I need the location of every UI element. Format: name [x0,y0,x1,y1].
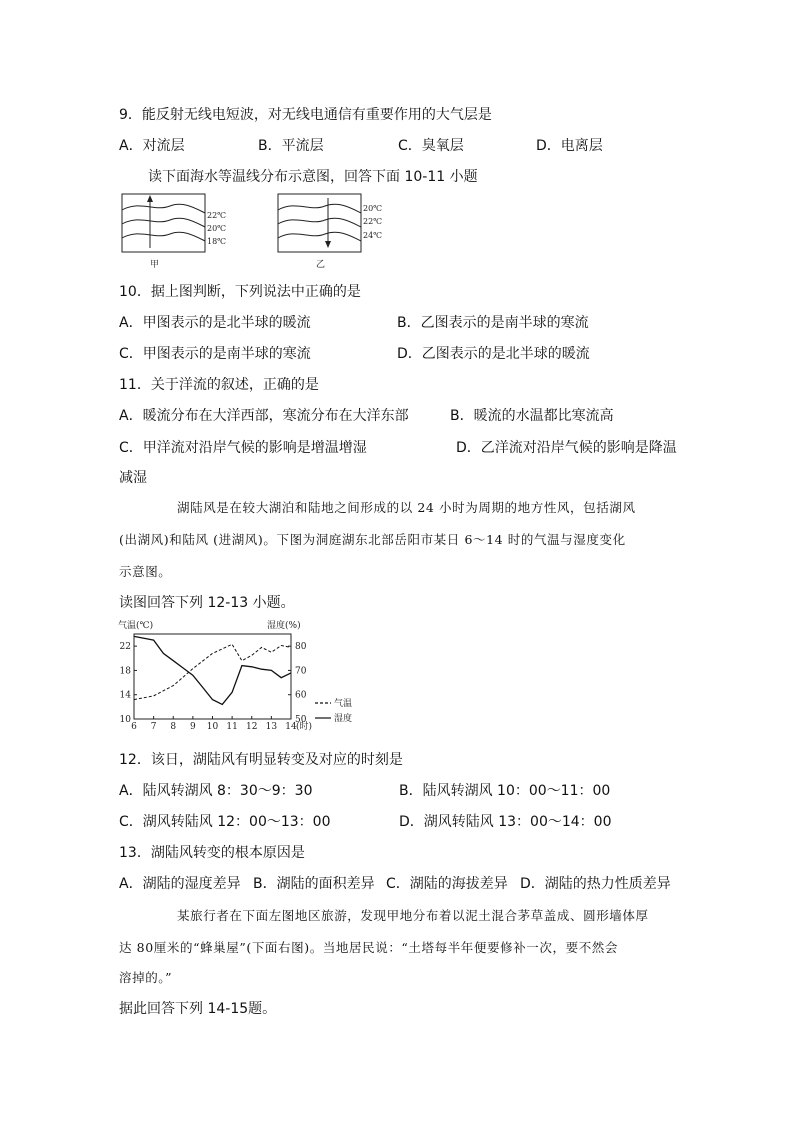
q9-stem: 9．能反射无线电短波，对无线电通信有重要作用的大气层是 [119,107,492,123]
yi-caption: 乙 [316,260,326,270]
yi-label-2: 22℃ [363,217,383,226]
intro-14-15-line-2: 达 80厘米的“蜂巢屋”(下面右图)。当地居民说：“土塔每半年便要修补一次，要不然会 [119,940,619,955]
intro-14-15-read: 据此回答下列 14-15题。 [119,1001,277,1017]
q11-stem: 11．关于洋流的叙述，正确的是 [119,377,319,393]
q9-option-b: B．平流层 [258,138,324,154]
chart-frame [134,634,291,719]
y-tick-label-left: 10 [119,715,131,725]
y-tick-label-left: 14 [119,690,131,701]
legend-label-temperature: 气温 [334,699,353,709]
q9-option-d: D．电离层 [536,138,603,154]
jia-label-1: 22℃ [207,211,227,220]
q10-option-a: A．甲图表示的是北半球的暖流 [119,315,311,331]
q10-option-d: D．乙图表示的是北半球的暖流 [397,346,590,362]
x-tick-label: 7 [150,722,157,732]
intro-14-15-line-1: 某旅行者在下面左图地区旅游，发现甲地分布着以泥土混合茅草盖成、圆形墙体厚 [177,908,649,923]
q10-stem: 10．据上图判断，下列说法中正确的是 [119,284,361,300]
y-axis-title-right: 湿度(%) [267,621,301,631]
x-tick-label: 10 [206,722,219,732]
x-axis-unit: (时) [296,722,313,732]
intro-12-13-line-2: (出湖风)和陆风 (进湖风)。下图为洞庭湖东北部岳阳市某日 6～14 时的气温与湿度变化 [119,532,626,547]
y-tick-label-right: 60 [295,690,307,701]
q13-option-c: C．湖陆的海拔差异 [386,876,508,892]
jia-label-2: 20℃ [207,224,227,233]
y-axis-title-left: 气温(℃) [118,621,154,631]
x-tick-label: 14 [285,722,297,732]
y-tick-label-left: 18 [119,666,131,677]
series-line-humidity [134,636,291,704]
q10-option-c: C．甲图表示的是南半球的寒流 [119,346,311,362]
yi-label-1: 20℃ [363,204,383,213]
q12-option-a: A．陆风转湖风 8：30～9：30 [119,783,313,799]
q13-option-a: A．湖陆的湿度差异 [119,876,241,892]
x-tick-label: 9 [190,722,196,732]
intro-10-11: 读下面海水等温线分布示意图，回答下面 10-11 小题 [148,169,478,185]
q11-option-a: A．暖流分布在大洋西部，寒流分布在大洋东部 [119,408,409,424]
x-tick-label: 13 [265,722,278,732]
legend-label-humidity: 湿度 [334,714,353,724]
intro-12-13-read: 读图回答下列 12-13 小题。 [119,595,295,611]
q9-option-c: C．臭氧层 [398,138,464,154]
q11-option-d: D．乙洋流对沿岸气候的影响是降温 [456,440,677,456]
q12-option-b: B．陆风转湖风 10：00～11：00 [399,783,611,799]
isotherm-jia [122,194,226,270]
jia-label-3: 18℃ [207,237,227,246]
q12-option-d: D．湖风转陆风 13：00～14：00 [399,814,612,830]
series-line-temperature [134,644,291,699]
y-tick-label-right: 70 [295,666,307,677]
isotherm-figure [115,190,395,270]
intro-12-13-line-1: 湖陆风是在较大湖泊和陆地之间形成的以 24 小时为周期的地方性风，包括湖风 [177,500,636,515]
q11-option-b: B．暖流的水温都比寒流高 [450,408,614,424]
isotherm-yi [278,194,382,270]
x-tick-label: 12 [246,722,258,732]
intro-14-15-line-3: 溶掉的。” [119,970,173,985]
x-tick-label: 6 [131,722,137,732]
y-tick-label-right: 80 [295,642,307,653]
temp-humidity-chart [115,616,375,736]
y-tick-label-left: 22 [119,642,131,653]
x-tick-label: 11 [226,722,238,732]
q13-option-d: D．湖陆的热力性质差异 [520,876,671,892]
q13-option-b: B．湖陆的面积差异 [253,876,375,892]
q10-option-b: B．乙图表示的是南半球的寒流 [397,315,589,331]
q13-stem: 13．湖陆风转变的根本原因是 [119,845,305,861]
intro-12-13-line-3: 示意图。 [119,564,172,579]
yi-label-3: 24℃ [363,231,383,240]
jia-caption: 甲 [150,260,160,270]
q12-stem: 12．该日，湖陆风有明显转变及对应的时刻是 [119,752,403,768]
q11-option-c: C．甲洋流对沿岸气候的影响是增温增湿 [119,440,367,456]
q11-option-d-cont: 减湿 [119,470,147,486]
q12-option-c: C．湖风转陆风 12：00～13：00 [119,814,331,830]
y-tick-label-right: 50 [295,715,307,725]
q9-option-a: A．对流层 [119,138,185,154]
x-tick-label: 8 [170,722,177,732]
